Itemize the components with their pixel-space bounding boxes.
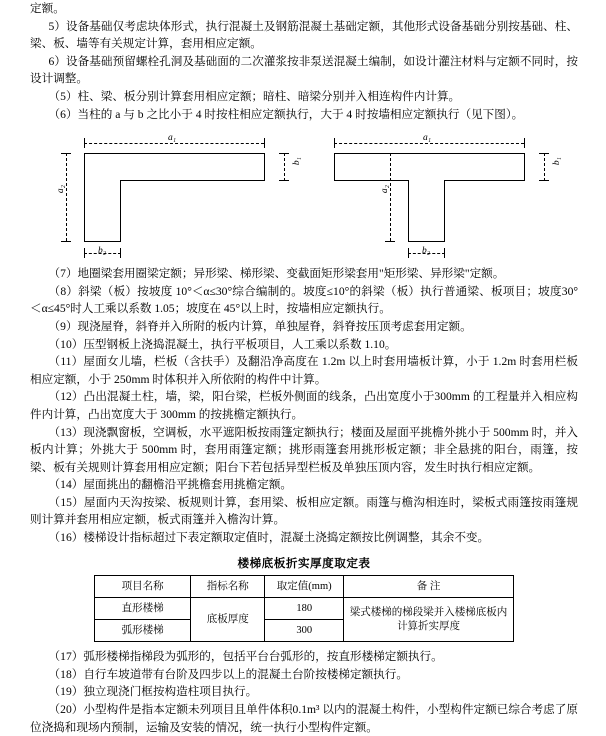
dim-label-b1-right: b₁	[552, 157, 562, 166]
tshape-edge-stem-left	[408, 180, 409, 242]
paragraph: （19）独立现浇门框按构造柱项目执行。	[48, 685, 258, 699]
tshape-edge-stem-bottom	[408, 241, 445, 242]
dim-tick	[444, 248, 445, 258]
column-shape-figure	[30, 127, 578, 263]
dim-tick	[334, 138, 335, 148]
dim-tick	[539, 180, 549, 181]
paragraph: （18）自行车坡道带有台阶及四步以上的混凝土台阶按楼梯定额执行。	[48, 667, 408, 681]
dim-line-a2-right	[390, 153, 391, 241]
dim-tick	[120, 248, 121, 258]
table-cell-value: 300	[265, 620, 344, 642]
lshape-edge-bottom	[84, 241, 121, 242]
dim-label-a1-right: a₁	[423, 133, 432, 144]
dim-tick	[84, 248, 85, 258]
paragraph: （20）小型构件是指本定额未列项目且单件体积0.1m³ 以内的混凝土构件，小型构件定额已综合考虑了原位浇捣和现场内预制，运输及安装的情况，统一执行小型构件定额。	[30, 703, 578, 734]
tshape-edge-right	[524, 153, 525, 181]
dim-tick	[385, 241, 395, 242]
paragraph: （11）屋面女儿墙，栏板（含扶手）及翻沿净高度在 1.2m 以上时套用墙板计算，小于 1.2m 时套用栏板相应定额，小于 250mm 时体积并入所依附的构件中计算。	[30, 355, 578, 386]
paragraph: （12）凸出混凝土柱，墙，梁，阳台梁，栏板外侧面的线条，凸出宽度小于300mm 的工程量并入相应构件内计算，凸出宽度大于 300mm 的按挑檐定额执行。	[30, 390, 578, 421]
paragraph: 定额。	[30, 2, 65, 15]
lshape-edge-right	[264, 153, 265, 181]
dim-tick	[385, 153, 395, 154]
dim-label-b1-left: b₁	[292, 157, 302, 166]
table-header-row	[95, 576, 514, 598]
dim-tick	[84, 138, 85, 148]
table-cell-name: 直形楼梯	[95, 598, 191, 620]
dim-tick	[524, 138, 525, 148]
dim-tick	[279, 180, 289, 181]
paragraph: （7）地圈梁套用圈梁定额；异形梁、梯形梁、变截面矩形梁套用"矩形梁、异形梁"定额。	[48, 267, 505, 281]
table-header-cell: 取定值(mm)	[265, 576, 344, 598]
lshape-edge-inner-bottom	[120, 180, 265, 181]
table-row	[95, 598, 514, 620]
figure-canvas	[44, 127, 564, 259]
paragraph: 5）设备基础仅考虑块体形式，执行混凝土及钢筋混凝土基础定额，其他形式设备基础分别按基础、柱、梁、板、墙等有关规定计算，套用相应定额。	[30, 19, 578, 51]
paragraph: （16）楼梯设计指标超过下表定额取定值时，混凝土浇捣定额按比例调整，其余不变。	[48, 531, 490, 545]
paragraph: （6）当柱的 a 与 b 之比小于 4 时按柱相应定额执行，大于 4 时按墙相应定额执行（见下图）。	[48, 107, 524, 121]
dim-tick	[539, 153, 549, 154]
paragraph: （15）屋面内天沟按梁、板规则计算，套用梁、板相应定额。雨篷与檐沟相连时，梁板式雨篷按雨篷规则计算并套用相应定额，板式雨篷并入檐沟计算。	[30, 495, 578, 527]
dim-line-b1-left	[284, 153, 285, 181]
table-cell-value: 180	[265, 598, 344, 620]
lshape-edge-top	[84, 153, 265, 154]
paragraph: （17）弧形楼梯指梯段为弧形的，包括平台台弧形的，按直形楼梯定额执行。	[48, 650, 443, 664]
dim-label-a2-left: a₂	[56, 185, 66, 194]
table-header-cell: 备 注	[344, 576, 514, 598]
paragraph: 6）设备基础预留螺栓孔洞及基础面的二次灌浆按非泵送混凝土编制，如设计灌注材料与定额不同时，按设计调整。	[30, 54, 578, 86]
paragraph: （14）屋面挑出的翻檐沿平挑檐套用挑檐定额。	[48, 478, 293, 492]
tshape-edge-left	[334, 153, 335, 181]
table-cell-note: 梁式楼梯的梯段梁并入楼梯底板内计算折实厚度	[344, 598, 514, 642]
tshape-edge-left-bottom	[334, 180, 409, 181]
paragraph: （8）斜梁（板）按坡度 10°＜α≤30°综合编制的。坡度≤10°的斜梁（板）执行普通梁、板项目；坡度30°＜α≤45°时人工乘以系数 1.05；坡度在 45°以上时，按墙相应定额执行。	[30, 284, 578, 316]
dim-line-a2-left	[66, 153, 67, 241]
dim-tick	[61, 241, 71, 242]
lshape-edge-left	[84, 153, 85, 242]
dim-label-b2-right: b₂	[422, 246, 431, 257]
dim-tick	[264, 138, 265, 148]
paragraph: （5）柱、梁、板分别计算套用相应定额；暗柱、暗梁分别并入相连构件内计算。	[48, 89, 461, 103]
tshape-edge-stem-right	[444, 180, 445, 242]
paragraph: （9）现浇屋脊，斜脊并入所附的板内计算，单独屋脊，斜脊按压顶考虑套用定额。	[48, 319, 472, 333]
table-header-cell: 指标名称	[191, 576, 265, 598]
dim-label-a1-left: a₁	[168, 133, 177, 144]
document-body	[30, 0, 578, 736]
dim-tick	[61, 153, 71, 154]
table-cell-indicator: 底板厚度	[191, 598, 265, 642]
lshape-edge-inner-left	[120, 180, 121, 242]
dim-label-b2-left: b₂	[98, 246, 107, 257]
table-cell-name: 弧形楼梯	[95, 620, 191, 642]
stair-slab-thickness-table	[94, 575, 514, 642]
table-title: 楼梯底板折实厚度取定表	[237, 556, 371, 570]
table-header-cell: 项目名称	[95, 576, 191, 598]
dim-tick	[279, 153, 289, 154]
tshape-edge-right-bottom	[444, 180, 525, 181]
dim-line-b1-right	[544, 153, 545, 181]
paragraph: （13）现浇飘窗板，空调板，水平遮阳板按雨篷定额执行；楼面及屋面平挑檐外挑小于 500mm 时，并入板内计算；外挑大于 500mm 时，套用雨篷定额；挑形雨篷套用挑形板定额；非全悬挑的阳台，雨篷，按梁、板有关规则计算套用相应定额；阳台下若包括异型栏板及单独压顶内容，发生时执行相应定额。	[30, 425, 578, 474]
paragraph: （10）压型钢板上浇捣混凝土，执行平板项目，人工乘以系数 1.10。	[48, 337, 397, 351]
tshape-edge-top	[334, 153, 525, 154]
dim-tick	[408, 248, 409, 258]
dim-label-a2-right: a₂	[380, 185, 390, 194]
